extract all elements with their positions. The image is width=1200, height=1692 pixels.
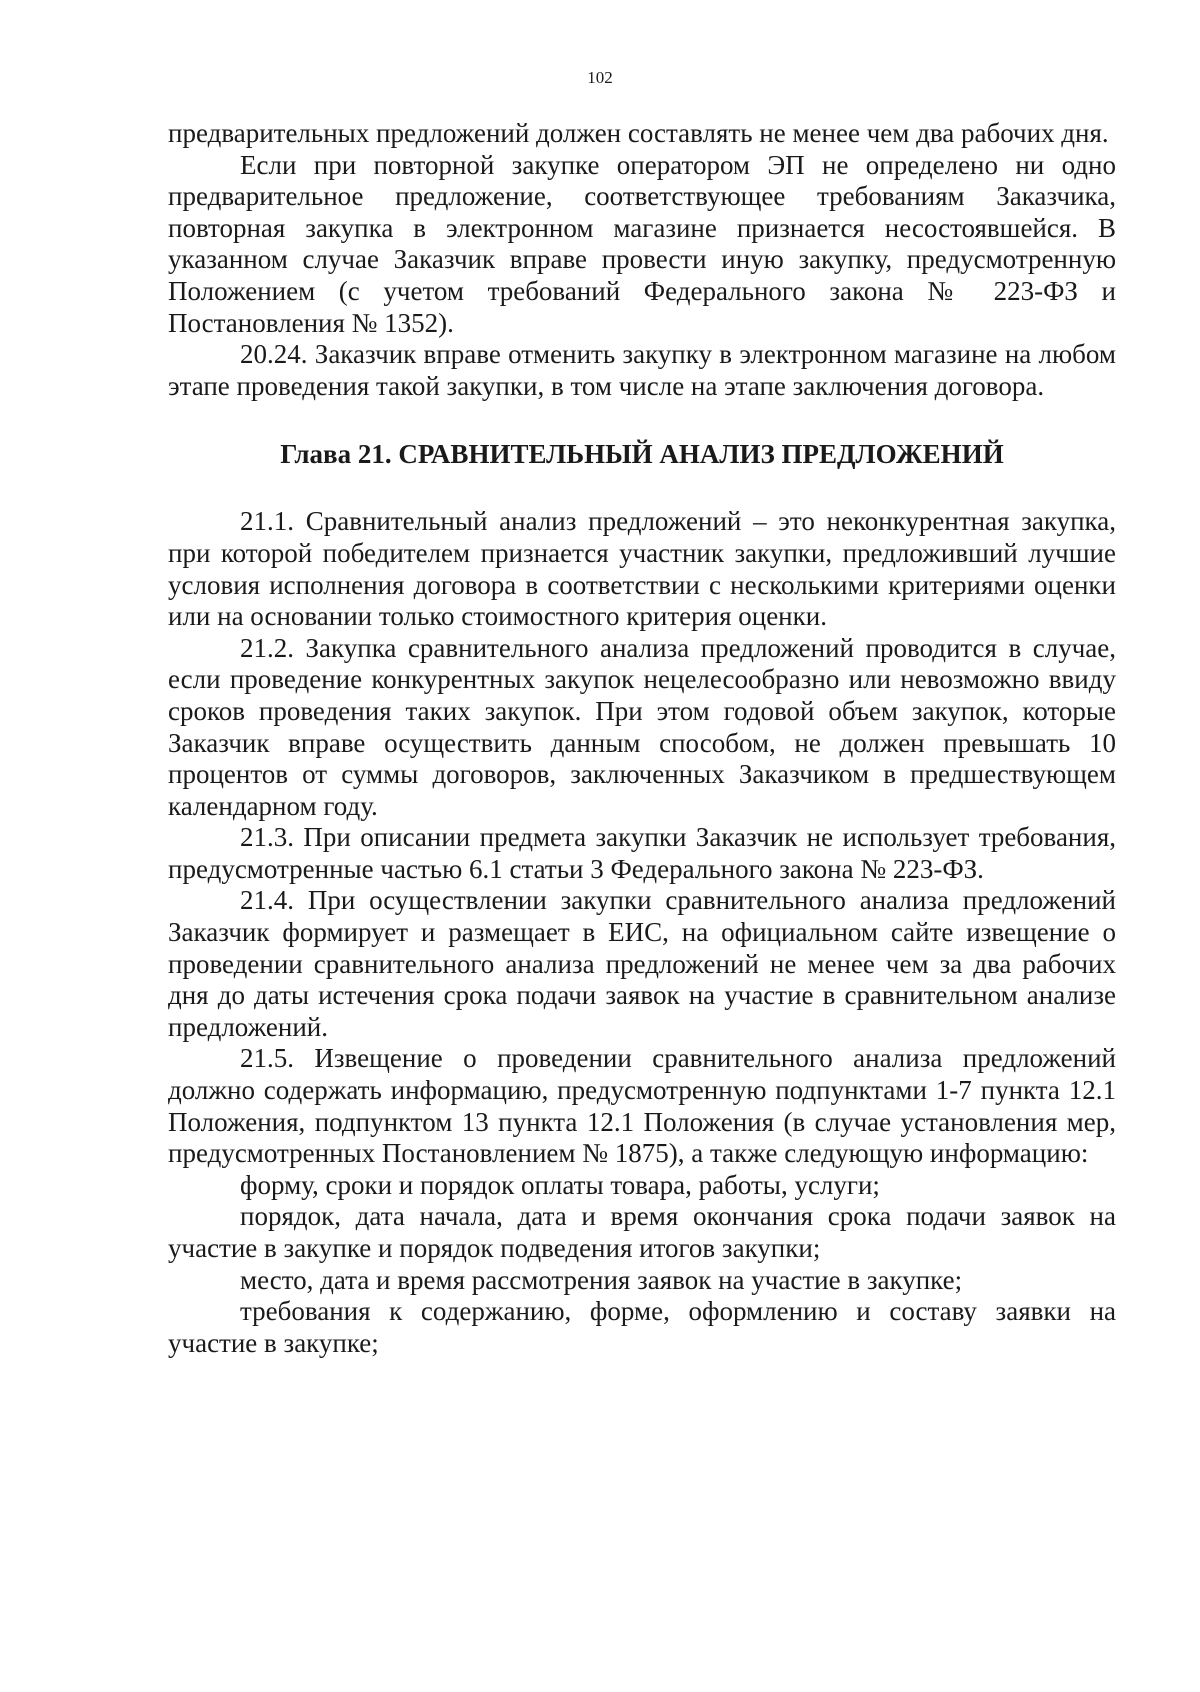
paragraph-continuation: предварительных предложений должен составлять не менее чем два рабочих дня. bbox=[168, 118, 1109, 148]
page-number: 102 bbox=[587, 68, 613, 87]
paragraph-20-24: 20.24. Заказчик вправе отменить закупку в электронном магазине на любом этапе проведения такой закупки, в том числе на этапе заключения договора. bbox=[168, 339, 1116, 401]
paragraph-21-5: 21.5. Извещение о проведении сравнительного анализа предложений должно содержать информацию, предусмотренную подпунктами 1-7 пункта 12.1 Положения, подпунктом 13 пункта 12.1 Положения (в случае установления мер, предусмотренных Постановлением № 1875), а также следующую информацию: bbox=[168, 1043, 1116, 1169]
list-item-payment: форму, сроки и порядок оплаты товара, работы, услуги; bbox=[240, 1169, 880, 1200]
paragraph-21-1: 21.1. Сравнительный анализ предложений – это неконкурентная закупка, при которой победителем признается участник закупки, предложивший лучшие условия исполнения договора в соответствии с несколькими критериями оценки или на основании только стоимостного критерия оценки. bbox=[168, 506, 1116, 632]
document-body bbox=[168, 118, 1116, 1359]
paragraph: Если при повторной закупке оператором ЭП не определено ни одно предварительное предложение, соответствующее требованиям Заказчика, повторная закупка в электронном магазине признается несостоявшейся. В указанном случае Заказчик вправе провести иную закупку, предусмотренную Положением (с учетом требований Федерального закона № 223-ФЗ и Постановления № 1352). bbox=[168, 149, 1116, 338]
chapter-heading: Глава 21. СРАВНИТЕЛЬНЫЙ АНАЛИЗ ПРЕДЛОЖЕНИЙ bbox=[280, 439, 1004, 470]
list-item-application-requirements: требования к содержанию, форме, оформлению и составу заявки на участие в закупке; bbox=[168, 1296, 1116, 1358]
paragraph-21-3: 21.3. При описании предмета закупки Заказчик не использует требования, предусмотренные частью 6.1 статьи 3 Федерального закона № 223-ФЗ. bbox=[168, 822, 1116, 884]
list-item-application-deadline: порядок, дата начала, дата и время окончания срока подачи заявок на участие в закупке и порядок подведения итогов закупки; bbox=[168, 1201, 1116, 1263]
list-item-review-place: место, дата и время рассмотрения заявок на участие в закупке; bbox=[240, 1264, 963, 1295]
paragraph-21-4: 21.4. При осуществлении закупки сравнительного анализа предложений Заказчик формирует и размещает в ЕИС, на официальном сайте извещение о проведении сравнительного анализа предложений не менее чем за два рабочих дня до даты истечения срока подачи заявок на участие в сравнительном анализе предложений. bbox=[168, 885, 1116, 1042]
paragraph-21-2: 21.2. Закупка сравнительного анализа предложений проводится в случае, если проведение конкурентных закупок нецелесообразно или невозможно ввиду сроков проведения таких закупок. При этом годовой объем закупок, которые Заказчик вправе осуществить данным способом, не должен превышать 10 процентов от суммы договоров, заключенных Заказчиком в предшествующем календарном году. bbox=[168, 632, 1116, 821]
